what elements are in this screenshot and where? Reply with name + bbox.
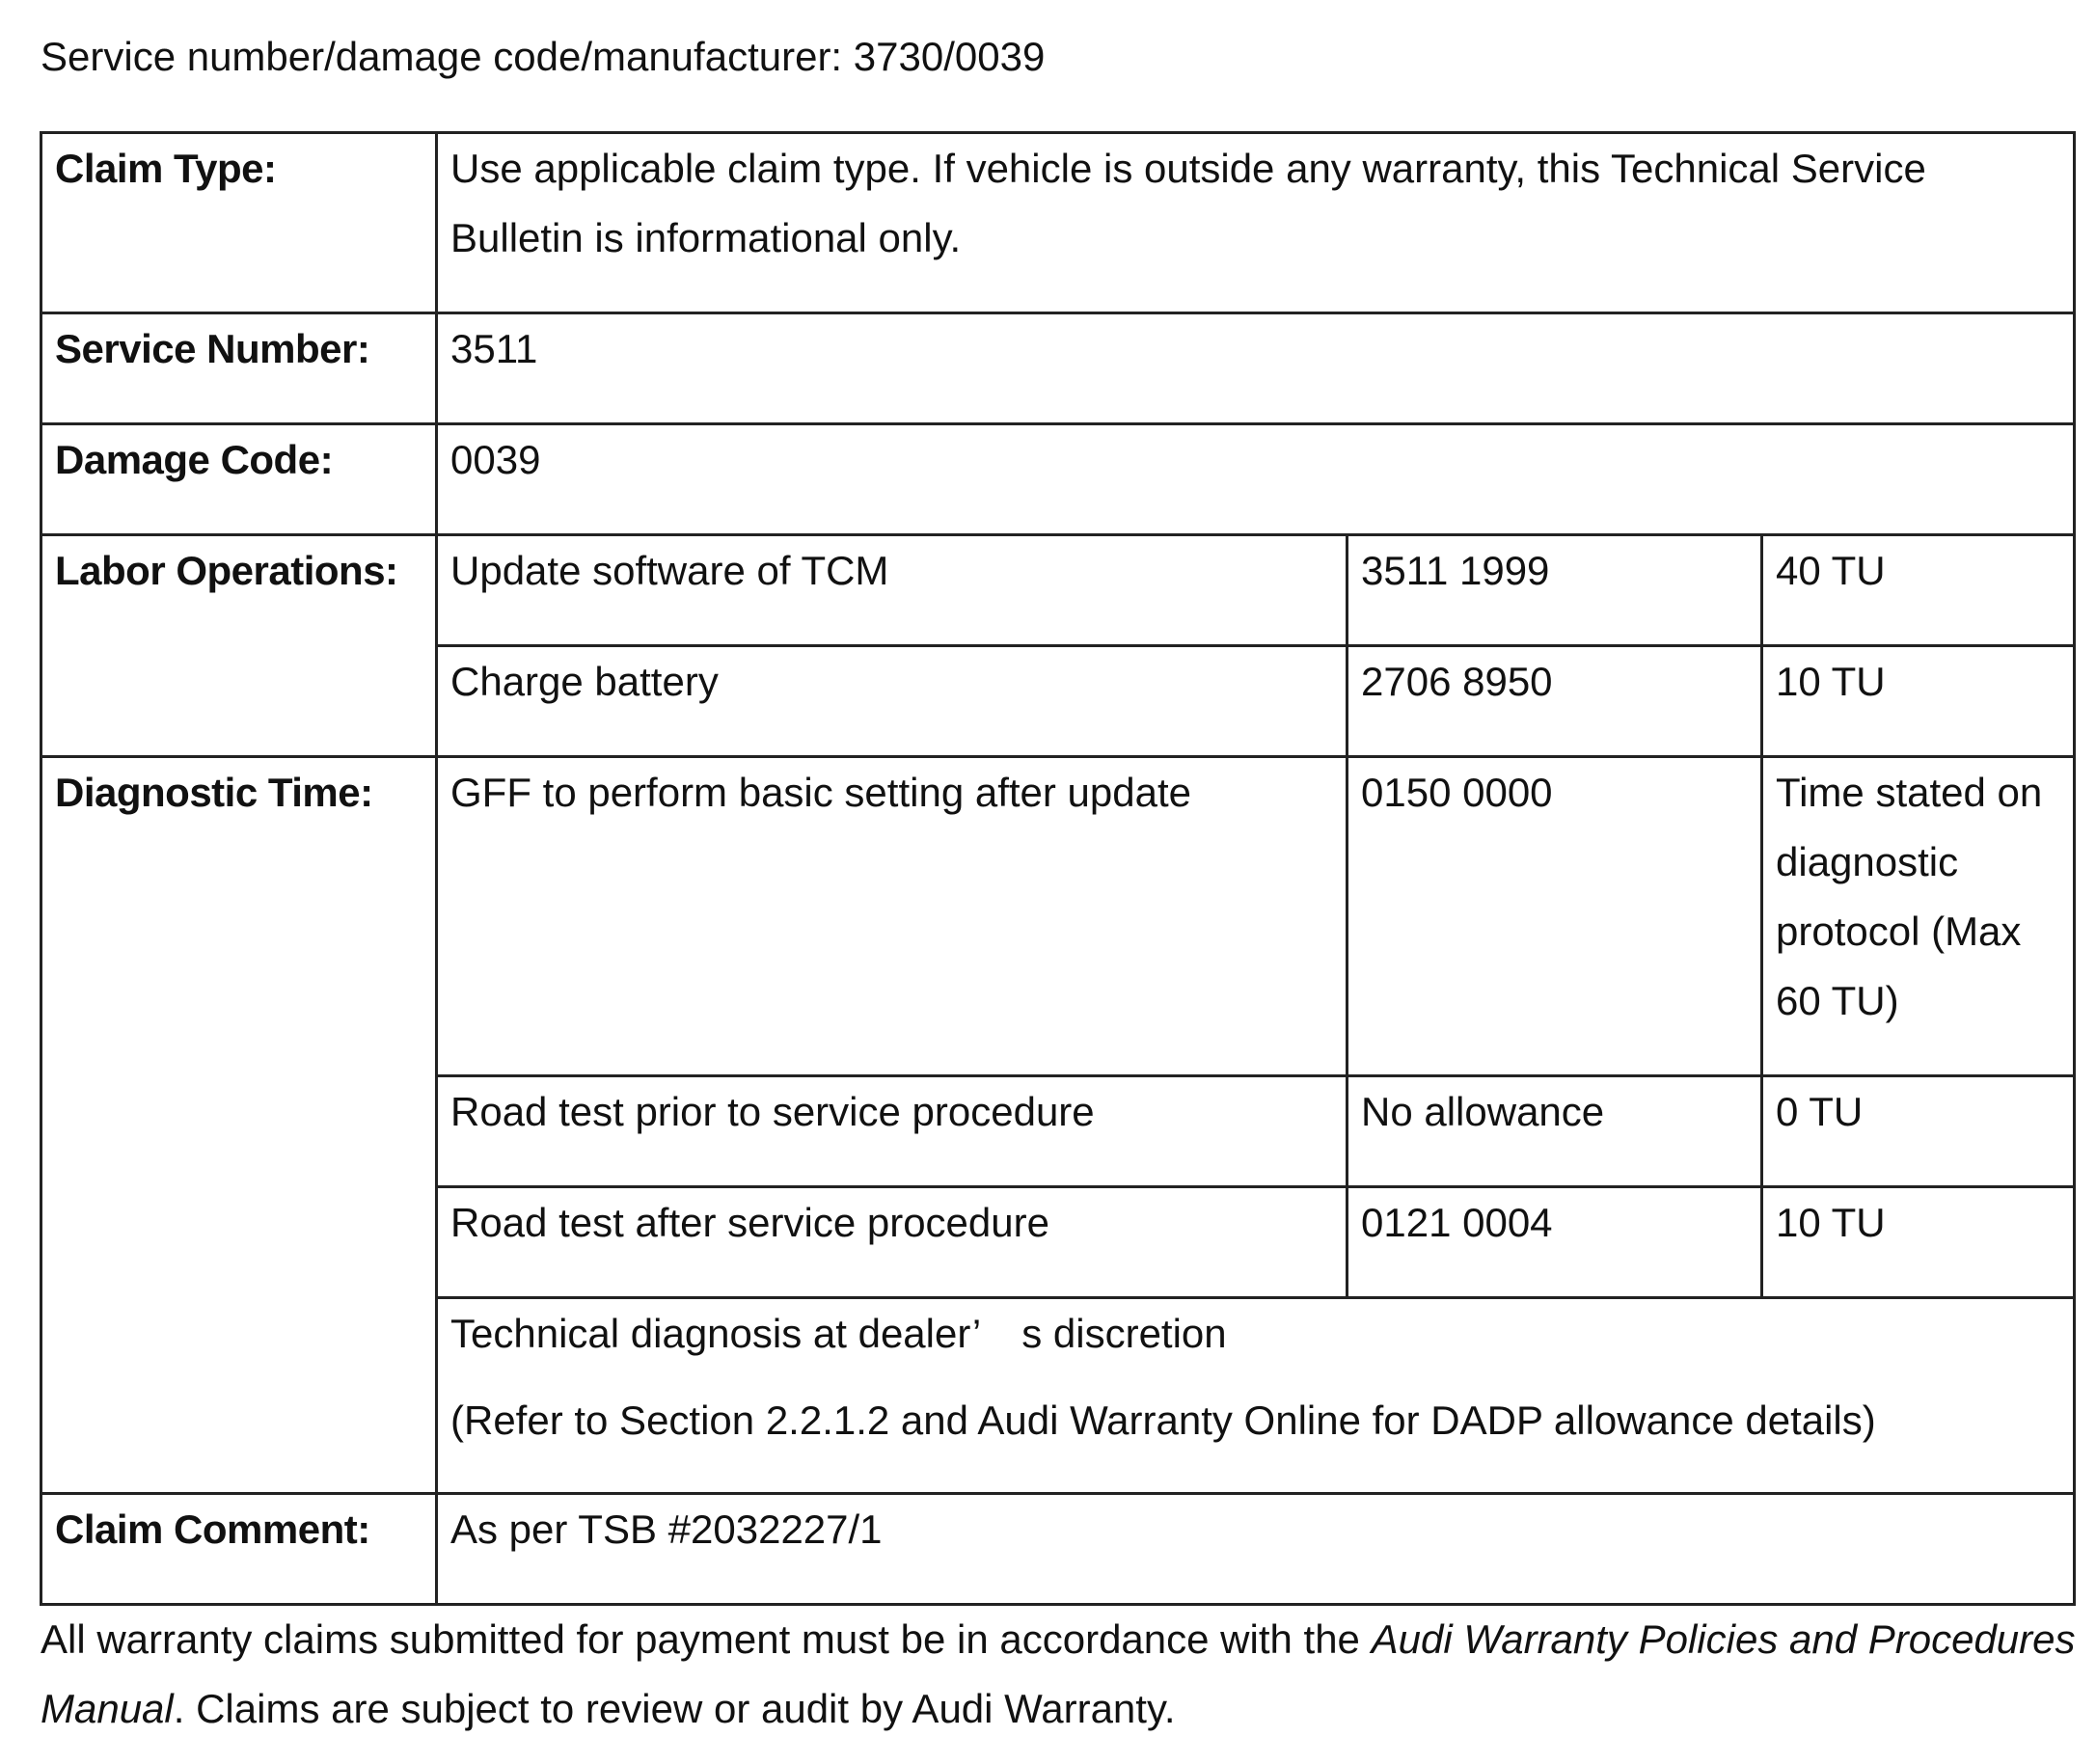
diagnostic-time-label: Diagnostic Time: — [41, 757, 437, 1494]
labor-operation-description: Charge battery — [437, 646, 1347, 757]
labor-operation-time: 40 TU — [1762, 535, 2075, 646]
labor-operation-row — [41, 535, 2075, 646]
labor-operation-code: 3511 1999 — [1347, 535, 1762, 646]
claim-comment-value: As per TSB #2032227/1 — [437, 1494, 2075, 1605]
claim-type-label: Claim Type: — [41, 133, 437, 313]
damage-code-label: Damage Code: — [41, 424, 437, 535]
diagnostic-code: 0150 0000 — [1347, 757, 1762, 1076]
claim-comment-label: Claim Comment: — [41, 1494, 437, 1605]
diagnostic-description: Road test after service procedure — [437, 1187, 1347, 1298]
diagnostic-code: 0121 0004 — [1347, 1187, 1762, 1298]
warranty-footer-note — [41, 1605, 2076, 1744]
document-header: Service number/damage code/manufacturer: 3730/0039 — [41, 34, 1046, 79]
labor-operation-description: Update software of TCM — [437, 535, 1347, 646]
claim-type-value: Use applicable claim type. If vehicle is outside any warranty, this Technical Service Bulletin is informational only. — [437, 133, 2075, 313]
diagnostic-time-row — [41, 757, 2075, 1076]
labor-operation-time: 10 TU — [1762, 646, 2075, 757]
diagnostic-description: GFF to perform basic setting after update — [437, 757, 1347, 1076]
diagnostic-time-value: 0 TU — [1762, 1076, 2075, 1187]
labor-operations-label: Labor Operations: — [41, 535, 437, 757]
damage-code-row — [41, 424, 2075, 535]
labor-operation-code: 2706 8950 — [1347, 646, 1762, 757]
claim-type-row — [41, 133, 2075, 313]
service-number-label: Service Number: — [41, 313, 437, 424]
damage-code-value: 0039 — [437, 424, 2075, 535]
discretion-note: Technical diagnosis at dealer’ s discretion — [450, 1311, 1227, 1356]
service-number-value: 3511 — [437, 313, 2075, 424]
footer-text-after: . Claims are subject to review or audit by Audi Warranty. — [173, 1686, 1176, 1731]
claim-comment-row — [41, 1494, 2075, 1605]
dadp-reference-note: (Refer to Section 2.2.1.2 and Audi Warranty Online for DADP allowance details) — [450, 1398, 1876, 1443]
diagnostic-code: No allowance — [1347, 1076, 1762, 1187]
service-number-row — [41, 313, 2075, 424]
footer-text-before: All warranty claims submitted for payment must be in accordance with the — [41, 1616, 1372, 1662]
manual-title: Audi Warranty Policies and Procedures Manual — [41, 1616, 2076, 1731]
diagnostic-discretion-cell — [437, 1298, 2075, 1494]
diagnostic-description: Road test prior to service procedure — [437, 1076, 1347, 1187]
diagnostic-time-value: 10 TU — [1762, 1187, 2075, 1298]
warranty-claim-table — [40, 131, 2076, 1606]
diagnostic-time-value: Time stated on diagnostic protocol (Max 60 TU) — [1762, 757, 2075, 1076]
